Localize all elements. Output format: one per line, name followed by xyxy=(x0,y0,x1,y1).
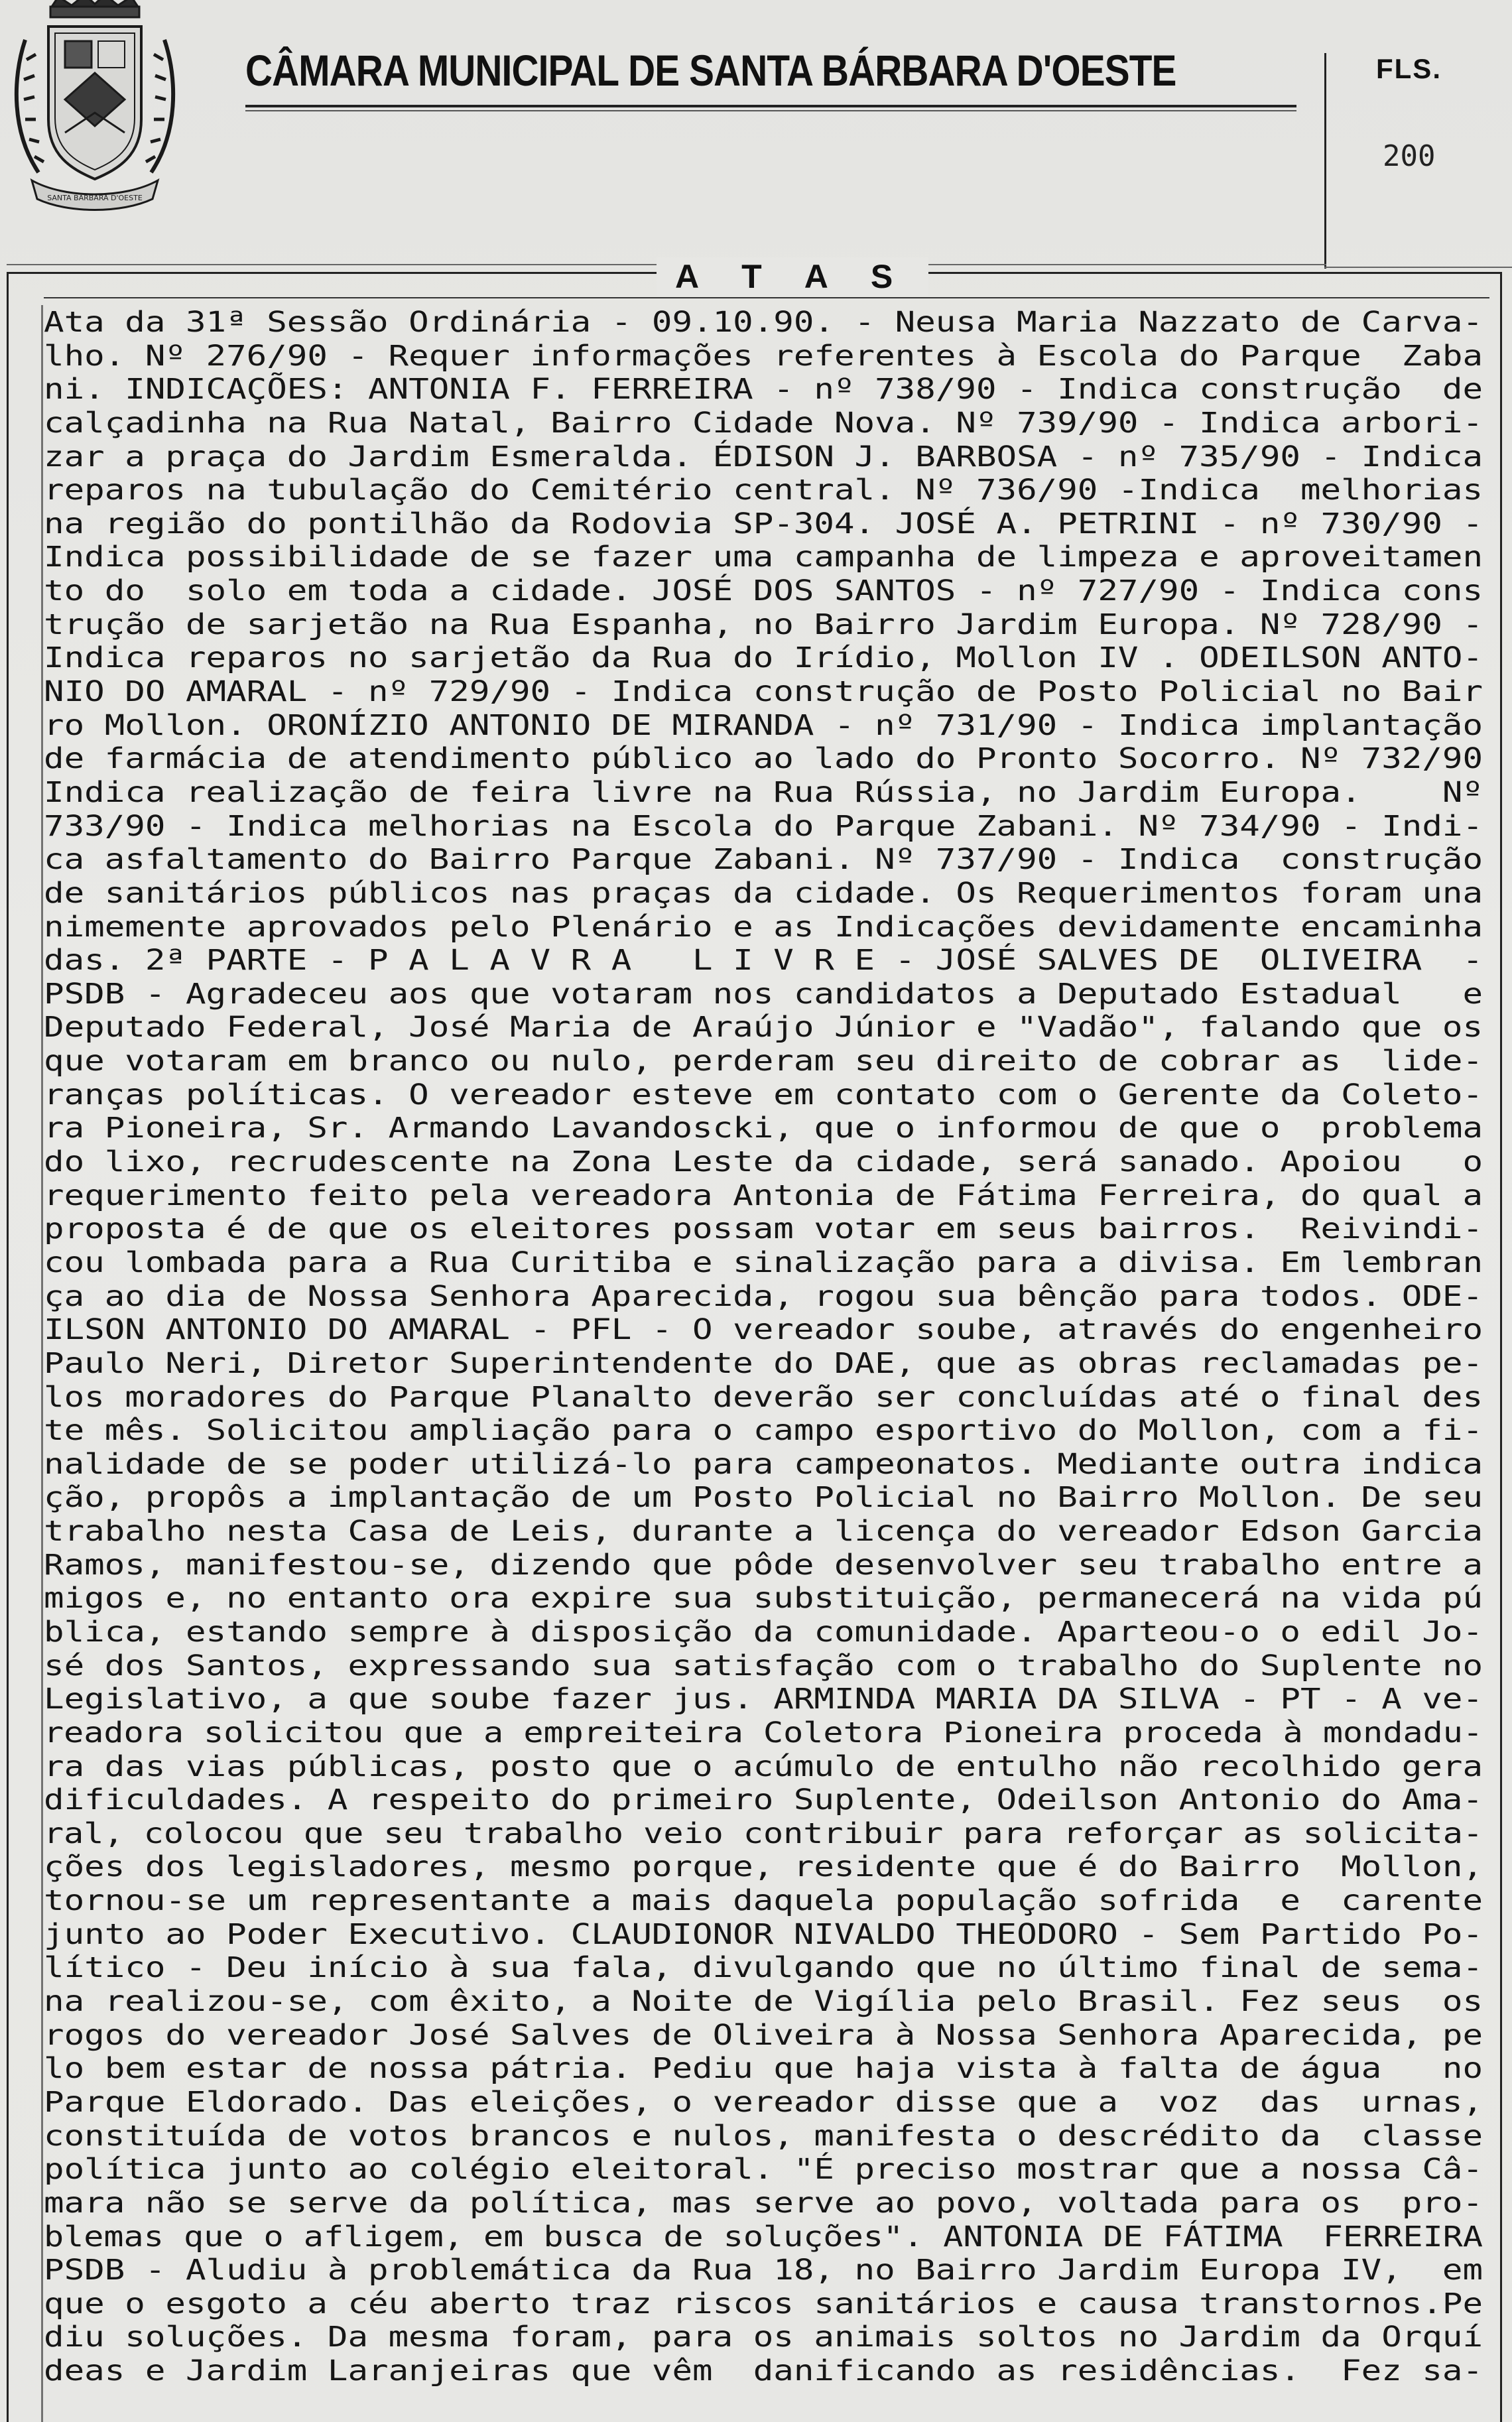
text-line: mara não se serve da política, mas serve ao povo, voltada para os pro- xyxy=(44,2187,1483,2220)
page-number: 200 xyxy=(1383,139,1436,173)
text-line: proposta é de que os eleitores possam votar em seus bairros. Reivindi- xyxy=(44,1213,1483,1246)
crest-motto: SANTA BÁRBARA D'OESTE xyxy=(47,194,143,202)
section-title: A T A S xyxy=(657,257,928,296)
text-line: que votaram em branco ou nulo, perderam seu direito de cobrar as lide- xyxy=(44,1045,1483,1078)
fls-label: FLS. xyxy=(1376,53,1442,84)
text-line: PSDB - Agradeceu aos que votaram nos candidatos a Deputado Estadual e xyxy=(44,978,1483,1011)
text-line: trução de sarjetão na Rua Espanha, no Bairro Jardim Europa. Nº 728/90 - xyxy=(44,608,1483,641)
text-line: na realizou-se, com êxito, a Noite de Vigília pelo Brasil. Fez seus os xyxy=(44,1986,1483,2019)
text-line: zar a praça do Jardim Esmeralda. ÉDISON J. BARBOSA - nº 735/90 - Indica xyxy=(44,440,1483,474)
text-line: Ata da 31ª Sessão Ordinária - 09.10.90. - Neusa Maria Nazzato de Carva- xyxy=(44,306,1483,339)
text-line: diu soluções. Da mesma foram, para os animais soltos no Jardim da Orquí xyxy=(44,2321,1483,2354)
text-line: ca asfaltamento do Bairro Parque Zabani. Nº 737/90 - Indica construção xyxy=(44,844,1483,877)
text-line: cou lombada para a Rua Curitiba e sinalização para a divisa. Em lembran xyxy=(44,1246,1483,1279)
text-line: nimemente aprovados pelo Plenário e as Indicações devidamente encaminha xyxy=(44,911,1483,944)
text-line: que o esgoto a céu aberto traz riscos sanitários e causa transtornos.Pe xyxy=(44,2287,1483,2321)
text-line: na região do pontilhão da Rodovia SP-304. JOSÉ A. PETRINI - nº 730/90 - xyxy=(44,507,1483,541)
text-line: lo bem estar de nossa pátria. Pediu que haja vista à falta de água no xyxy=(44,2053,1483,2086)
text-line: Legislativo, a que soube fazer jus. ARMINDA MARIA DA SILVA - PT - A ve- xyxy=(44,1683,1483,1716)
text-line: ça ao dia de Nossa Senhora Aparecida, rogou sua bênção para todos. ODE- xyxy=(44,1280,1483,1313)
text-line: constituída de votos brancos e nulos, manifesta o descrédito da classe xyxy=(44,2120,1483,2153)
text-line: te mês. Solicitou ampliação para o campo esportivo do Mollon, com a fi- xyxy=(44,1415,1483,1448)
text-line: requerimento feito pela vereadora Antonia de Fátima Ferreira, do qual a xyxy=(44,1179,1483,1212)
text-line: to do solo em toda a cidade. JOSÉ DOS SANTOS - nº 727/90 - Indica cons xyxy=(44,575,1483,608)
text-line: Indica reparos no sarjetão da Rua do Irídio, Mollon IV . ODEILSON ANTO- xyxy=(44,642,1483,675)
text-line: deas e Jardim Laranjeiras que vêm danificando as residências. Fez sa- xyxy=(44,2355,1483,2388)
page-title: CÂMARA MUNICIPAL DE SANTA BÁRBARA D'OESTE xyxy=(245,46,1176,95)
text-line: Ramos, manifestou-se, dizendo que pôde desenvolver seu trabalho entre a xyxy=(44,1549,1483,1582)
text-line: readora solicitou que a empreiteira Coletora Pioneira proceda à mondadu- xyxy=(44,1716,1483,1750)
text-line: blica, estando sempre à disposição da comunidade. Aparteou-o o edil Jo- xyxy=(44,1616,1483,1649)
text-line: ra das vias públicas, posto que o acúmulo de entulho não recolhido gera xyxy=(44,1750,1483,1783)
text-line: ra Pioneira, Sr. Armando Lavandoscki, que o informou de que o problema xyxy=(44,1112,1483,1145)
text-line: Parque Eldorado. Das eleições, o vereador disse que a voz das urnas, xyxy=(44,2086,1483,2119)
text-line: ILSON ANTONIO DO AMARAL - PFL - O vereador soube, através do engenheiro xyxy=(44,1314,1483,1347)
text-line: Indica realização de feira livre na Rua Rússia, no Jardim Europa. Nº xyxy=(44,776,1483,809)
text-line: NIO DO AMARAL - nº 729/90 - Indica construção de Posto Policial no Bair xyxy=(44,676,1483,709)
text-line: calçadinha na Rua Natal, Bairro Cidade Nova. Nº 739/90 - Indica arbori- xyxy=(44,407,1483,440)
text-line: blemas que o afligem, em busca de soluções". ANTONIA DE FÁTIMA FERREIRA xyxy=(44,2220,1483,2254)
text-line: nalidade de se poder utilizá-lo para campeonatos. Mediante outra indica xyxy=(44,1448,1483,1481)
text-line: ção, propôs a implantação de um Posto Policial no Bairro Mollon. De seu xyxy=(44,1482,1483,1515)
text-line: los moradores do Parque Planalto deverão ser concluídas até o final des xyxy=(44,1381,1483,1414)
text-line: política junto ao colégio eleitoral. "É preciso mostrar que a nossa Câ- xyxy=(44,2153,1483,2187)
text-line: do lixo, recrudescente na Zona Leste da cidade, será sanado. Apoiou o xyxy=(44,1146,1483,1179)
minutes-body-text xyxy=(44,306,1483,2389)
text-line: ro Mollon. ORONÍZIO ANTONIO DE MIRANDA - nº 731/90 - Indica implantação xyxy=(44,709,1483,742)
text-line: migos e, no entanto ora expire sua substituição, permanecerá na vida pú xyxy=(44,1582,1483,1616)
text-line: Indica possibilidade de se fazer uma campanha de limpeza e aproveitamen xyxy=(44,541,1483,574)
text-line: ni. INDICAÇÕES: ANTONIA F. FERREIRA - nº 738/90 - Indica construção de xyxy=(44,373,1483,407)
text-line: reparos na tubulação do Cemitério central. Nº 736/90 -Indica melhorias xyxy=(44,474,1483,507)
text-line: das. 2ª PARTE - P A L A V R A L I V R E - JOSÉ SALVES DE OLIVEIRA - xyxy=(44,944,1483,978)
text-line: trabalho nesta Casa de Leis, durante a licença do vereador Edson Garcia xyxy=(44,1515,1483,1549)
fls-divider xyxy=(1324,53,1326,269)
text-line: Paulo Neri, Diretor Superintendente do DAE, que as obras reclamadas pe- xyxy=(44,1347,1483,1380)
content-top-rule xyxy=(44,297,1489,298)
text-line: dificuldades. A respeito do primeiro Suplente, Odeilson Antonio do Ama- xyxy=(44,1784,1483,1817)
text-line: Deputado Federal, José Maria de Araújo Júnior e "Vadão", falando que os xyxy=(44,1011,1483,1045)
text-line: tornou-se um representante a mais daquela população sofrida e carente xyxy=(44,1885,1483,1918)
text-line: ções dos legisladores, mesmo porque, residente que é do Bairro Mollon, xyxy=(44,1851,1483,1884)
text-line: 733/90 - Indica melhorias na Escola do Parque Zabani. Nº 734/90 - Indi- xyxy=(44,810,1483,843)
coat-of-arms-icon xyxy=(12,0,178,216)
text-line: de sanitários públicos nas praças da cidade. Os Requerimentos foram una xyxy=(44,877,1483,910)
text-line: ral, colocou que seu trabalho veio contribuir para reforçar as solicita- xyxy=(44,1817,1483,1850)
text-line: de farmácia de atendimento público ao lado do Pronto Socorro. Nº 732/90 xyxy=(44,743,1483,776)
title-underline-secondary xyxy=(245,110,1296,111)
content-left-margin xyxy=(41,305,43,2422)
text-line: junto ao Poder Executivo. CLAUDIONOR NIVALDO THEODORO - Sem Partido Po- xyxy=(44,1918,1483,1951)
text-line: PSDB - Aludiu à problemática da Rua 18, no Bairro Jardim Europa IV, em xyxy=(44,2254,1483,2287)
header-separator-right xyxy=(1324,267,1512,268)
text-line: lítico - Deu início à sua fala, divulgando que no último final de sema- xyxy=(44,1952,1483,1985)
title-underline xyxy=(245,105,1296,107)
text-line: rogos do vereador José Salves de Oliveira à Nossa Senhora Aparecida, pe xyxy=(44,2019,1483,2052)
text-line: lho. Nº 276/90 - Requer informações referentes à Escola do Parque Zaba xyxy=(44,340,1483,373)
text-line: sé dos Santos, expressando sua satisfação com o trabalho do Suplente no xyxy=(44,1649,1483,1683)
text-line: ranças políticas. O vereador esteve em contato com o Gerente da Coleto- xyxy=(44,1078,1483,1112)
